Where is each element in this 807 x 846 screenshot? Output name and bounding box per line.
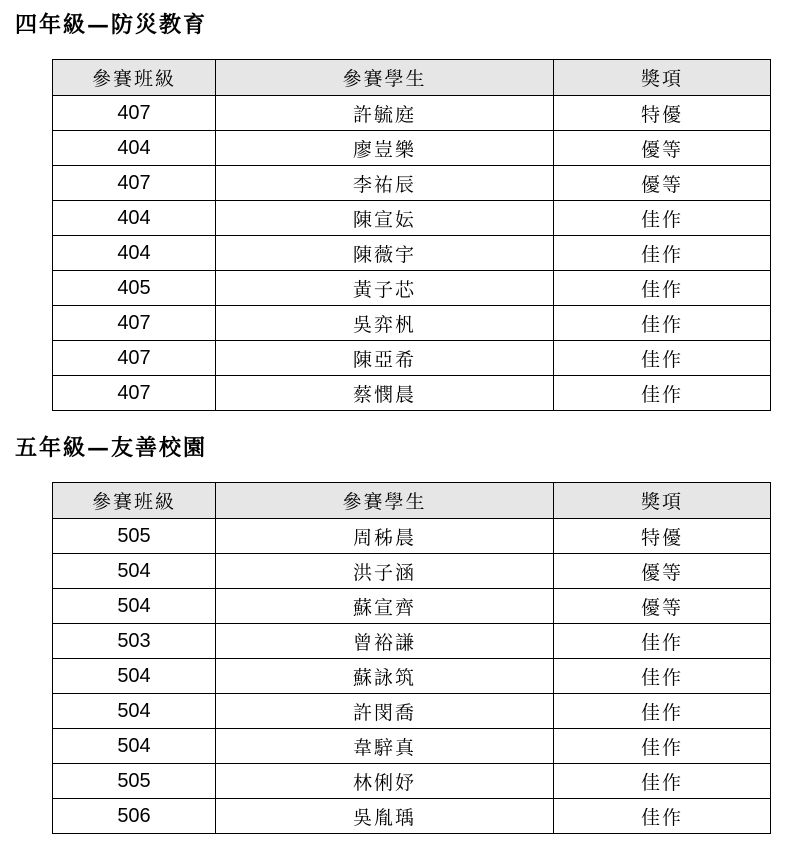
cell-student: 蘇詠筑 bbox=[216, 659, 554, 694]
column-header-class: 參賽班級 bbox=[53, 60, 216, 96]
column-header-student: 參賽學生 bbox=[216, 60, 554, 96]
cell-class: 504 bbox=[53, 729, 216, 764]
cell-award: 佳作 bbox=[554, 799, 771, 834]
cell-student: 蔡憫晨 bbox=[216, 376, 554, 411]
cell-class: 407 bbox=[53, 306, 216, 341]
cell-class: 405 bbox=[53, 271, 216, 306]
cell-award: 佳作 bbox=[554, 729, 771, 764]
table-row bbox=[53, 659, 771, 694]
cell-student: 吳胤瑀 bbox=[216, 799, 554, 834]
cell-class: 504 bbox=[53, 554, 216, 589]
cell-student: 許毓庭 bbox=[216, 96, 554, 131]
column-header-student: 參賽學生 bbox=[216, 483, 554, 519]
cell-student: 黃子芯 bbox=[216, 271, 554, 306]
cell-student: 林俐妤 bbox=[216, 764, 554, 799]
table-row bbox=[53, 166, 771, 201]
table-row bbox=[53, 519, 771, 554]
cell-class: 407 bbox=[53, 341, 216, 376]
table-row bbox=[53, 764, 771, 799]
cell-award: 佳作 bbox=[554, 694, 771, 729]
cell-student: 陳宣妘 bbox=[216, 201, 554, 236]
cell-class: 504 bbox=[53, 659, 216, 694]
cell-class: 503 bbox=[53, 624, 216, 659]
cell-student: 蘇宣齊 bbox=[216, 589, 554, 624]
cell-class: 505 bbox=[53, 764, 216, 799]
table-body bbox=[53, 96, 771, 411]
table-row bbox=[53, 341, 771, 376]
cell-class: 506 bbox=[53, 799, 216, 834]
table-row bbox=[53, 799, 771, 834]
section-title-grade-4: 四年級—防災教育 bbox=[15, 12, 208, 38]
cell-award: 優等 bbox=[554, 166, 771, 201]
cell-class: 407 bbox=[53, 96, 216, 131]
table-row bbox=[53, 96, 771, 131]
table-header-row bbox=[53, 483, 771, 519]
award-table-grade-5 bbox=[52, 482, 771, 834]
cell-student: 廖豈樂 bbox=[216, 131, 554, 166]
cell-award: 佳作 bbox=[554, 764, 771, 799]
table-row bbox=[53, 376, 771, 411]
cell-class: 505 bbox=[53, 519, 216, 554]
table-row bbox=[53, 236, 771, 271]
cell-student: 吳弈杋 bbox=[216, 306, 554, 341]
cell-class: 407 bbox=[53, 166, 216, 201]
cell-student: 李祐辰 bbox=[216, 166, 554, 201]
cell-class: 504 bbox=[53, 694, 216, 729]
cell-award: 特優 bbox=[554, 519, 771, 554]
table-row bbox=[53, 624, 771, 659]
table-header-row bbox=[53, 60, 771, 96]
cell-class: 504 bbox=[53, 589, 216, 624]
table-row bbox=[53, 554, 771, 589]
cell-student: 曾裕謙 bbox=[216, 624, 554, 659]
cell-award: 優等 bbox=[554, 554, 771, 589]
cell-award: 特優 bbox=[554, 96, 771, 131]
cell-class: 404 bbox=[53, 131, 216, 166]
table-row bbox=[53, 729, 771, 764]
table-row bbox=[53, 589, 771, 624]
section-title-grade-5: 五年級—友善校園 bbox=[15, 435, 208, 461]
table-row bbox=[53, 201, 771, 236]
cell-student: 洪子涵 bbox=[216, 554, 554, 589]
cell-student: 陳亞希 bbox=[216, 341, 554, 376]
cell-award: 佳作 bbox=[554, 271, 771, 306]
column-header-class: 參賽班級 bbox=[53, 483, 216, 519]
cell-award: 佳作 bbox=[554, 306, 771, 341]
cell-award: 佳作 bbox=[554, 201, 771, 236]
table-row bbox=[53, 271, 771, 306]
cell-award: 佳作 bbox=[554, 376, 771, 411]
table-row bbox=[53, 131, 771, 166]
cell-award: 佳作 bbox=[554, 624, 771, 659]
cell-student: 周秭晨 bbox=[216, 519, 554, 554]
cell-class: 407 bbox=[53, 376, 216, 411]
cell-student: 許閔喬 bbox=[216, 694, 554, 729]
award-table-grade-4 bbox=[52, 59, 771, 411]
table-body bbox=[53, 519, 771, 834]
column-header-award: 獎項 bbox=[554, 483, 771, 519]
cell-award: 佳作 bbox=[554, 341, 771, 376]
cell-student: 陳薇宇 bbox=[216, 236, 554, 271]
column-header-award: 獎項 bbox=[554, 60, 771, 96]
cell-award: 佳作 bbox=[554, 659, 771, 694]
cell-award: 優等 bbox=[554, 131, 771, 166]
cell-award: 優等 bbox=[554, 589, 771, 624]
cell-award: 佳作 bbox=[554, 236, 771, 271]
table-row bbox=[53, 694, 771, 729]
cell-student: 韋騂真 bbox=[216, 729, 554, 764]
cell-class: 404 bbox=[53, 236, 216, 271]
cell-class: 404 bbox=[53, 201, 216, 236]
table-row bbox=[53, 306, 771, 341]
